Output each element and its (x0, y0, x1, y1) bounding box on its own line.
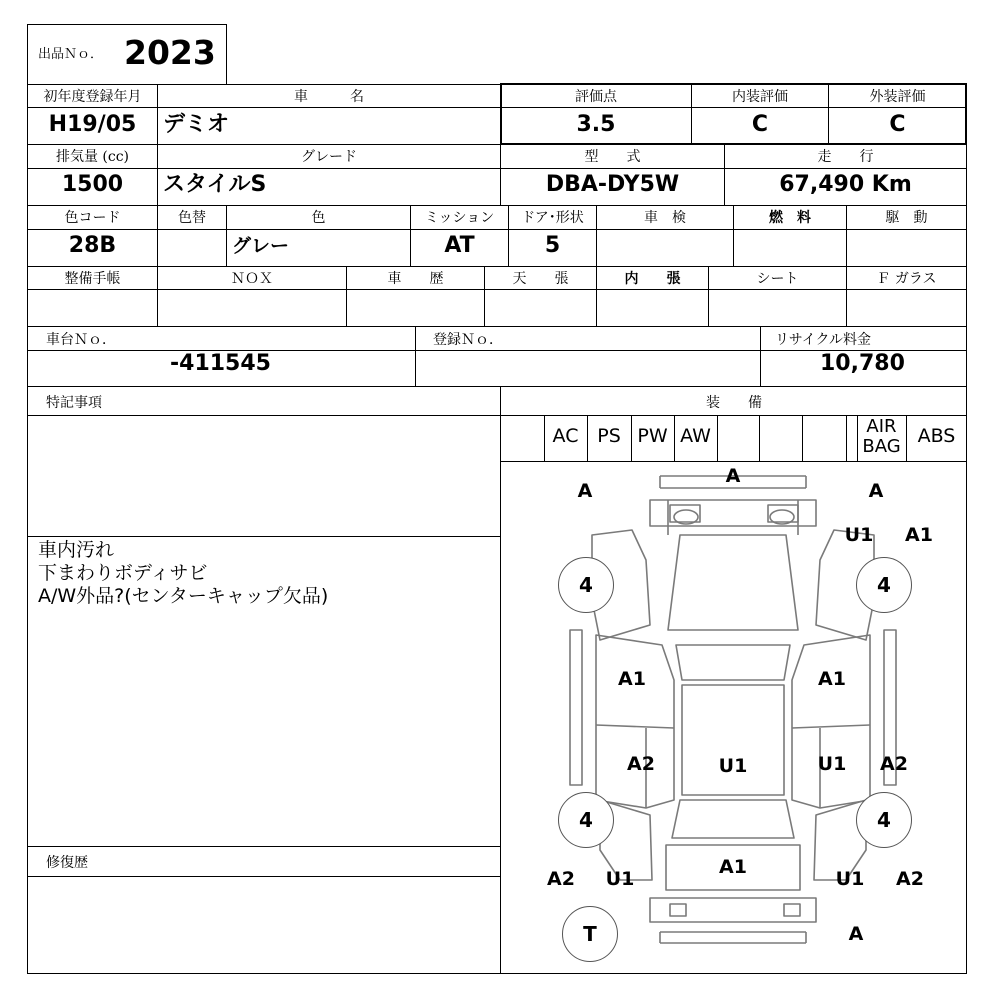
label-color-code: 色コード (64, 210, 121, 226)
value-exterior: C (889, 112, 906, 137)
divider (27, 266, 967, 267)
divider (27, 229, 967, 230)
label-model: 型 式 (584, 149, 641, 165)
label-mileage: 走 行 (817, 149, 874, 165)
label-drive: 駆 動 (885, 210, 928, 226)
value-color-code: 28B (68, 233, 117, 258)
divider (27, 289, 967, 290)
damage-mark: A1 (818, 668, 846, 690)
equipment-item: AC (552, 425, 579, 447)
damage-mark: A1 (618, 668, 646, 690)
label-score: 評価点 (575, 89, 617, 105)
remark-line: 車内汚れ (38, 539, 115, 561)
label-doors: ドア･形状 (521, 210, 584, 226)
label-remarks: 特記事項 (46, 395, 102, 411)
wheel-rear-left: 4 (558, 792, 614, 848)
wheel-front-right: 4 (856, 557, 912, 613)
value-displacement: 1500 (61, 172, 124, 197)
label-interior-trim: 内 張 (624, 271, 681, 287)
damage-mark: U1 (605, 868, 635, 890)
lot-box (27, 24, 227, 85)
wheel-rear-right: 4 (856, 792, 912, 848)
damage-mark: A2 (627, 753, 655, 775)
damage-mark: A (577, 480, 593, 502)
label-interior: 内装評価 (732, 89, 788, 105)
value-model: DBA-DY5W (545, 172, 680, 197)
divider (27, 846, 500, 847)
label-maintenance-book: 整備手帳 (64, 271, 121, 287)
damage-mark: A1 (719, 856, 747, 878)
label-equipment: 装 備 (706, 395, 762, 411)
equipment-item-airbag: AIR BAG (862, 416, 901, 457)
damage-mark: U1 (817, 753, 847, 775)
damage-mark: A1 (905, 524, 933, 546)
label-registration: 登録Ｎｏ． (433, 332, 503, 348)
value-chassis: -411545 (170, 351, 271, 376)
damage-mark: A2 (896, 868, 924, 890)
equipment-row (500, 415, 967, 461)
equipment-item: PS (597, 425, 621, 447)
label-inspection: 車 検 (644, 210, 686, 226)
label-mission: ミッション (424, 210, 495, 226)
divider (415, 326, 416, 386)
label-recycle-fee: リサイクル料金 (775, 332, 872, 348)
damage-mark: A2 (547, 868, 575, 890)
remark-line: 下まわりボディサビ (38, 562, 208, 584)
equipment-item: PW (637, 425, 668, 447)
value-first-registration: H19/05 (48, 112, 137, 137)
lot-number: 2023 (124, 33, 216, 72)
damage-mark: A (868, 480, 884, 502)
value-mission: AT (444, 233, 475, 258)
divider (27, 386, 967, 387)
remarks-notes (38, 539, 328, 608)
damage-mark: U1 (835, 868, 865, 890)
label-first-registration: 初年度登録年月 (43, 89, 142, 105)
value-doors: 5 (544, 233, 561, 258)
car-diagram (500, 462, 967, 974)
damage-mark: U1 (718, 755, 748, 777)
value-car-name: デミオ (163, 112, 230, 137)
label-car-history: 車 歴 (387, 271, 444, 287)
remark-line: A/W外品?(センターキャップ欠品) (38, 585, 329, 607)
damage-mark: A (725, 465, 741, 487)
divider (760, 326, 761, 386)
value-grade: スタイルS (163, 172, 267, 197)
label-grade: グレード (301, 149, 357, 165)
value-score: 3.5 (576, 112, 616, 137)
divider (27, 168, 967, 169)
label-headliner: 天 張 (512, 271, 569, 287)
divider (27, 205, 967, 206)
label-car-name: 車 名 (294, 89, 364, 105)
value-mileage: 67,490 Km (779, 172, 912, 197)
label-nox: ＮＯＸ (231, 271, 273, 287)
lot-label: 出品Ｎｏ． (38, 47, 104, 62)
damage-mark: A2 (880, 753, 908, 775)
label-seat: シート (756, 271, 799, 287)
label-displacement: 排気量 (cc) (55, 149, 130, 165)
divider (27, 326, 967, 327)
value-interior: C (751, 112, 769, 137)
label-front-glass: Ｆ ガラス (876, 271, 937, 287)
divider (27, 536, 500, 537)
label-color: 色 (311, 210, 326, 226)
damage-mark: A (848, 923, 864, 945)
label-fuel: 燃 料 (769, 210, 811, 226)
divider (27, 876, 500, 877)
label-chassis: 車台Ｎｏ． (46, 332, 116, 348)
damage-mark: U1 (844, 524, 874, 546)
wheel-front-left: 4 (558, 557, 614, 613)
label-exterior: 外装評価 (869, 89, 926, 105)
label-repair-history: 修復歴 (46, 855, 88, 871)
equipment-item: ABS (917, 425, 956, 447)
label-color-change: 色替 (178, 210, 206, 226)
equipment-item: AW (680, 425, 711, 447)
spare-tire: T (562, 906, 618, 962)
value-recycle-fee: 10,780 (820, 351, 905, 376)
value-color: グレー (232, 235, 290, 257)
